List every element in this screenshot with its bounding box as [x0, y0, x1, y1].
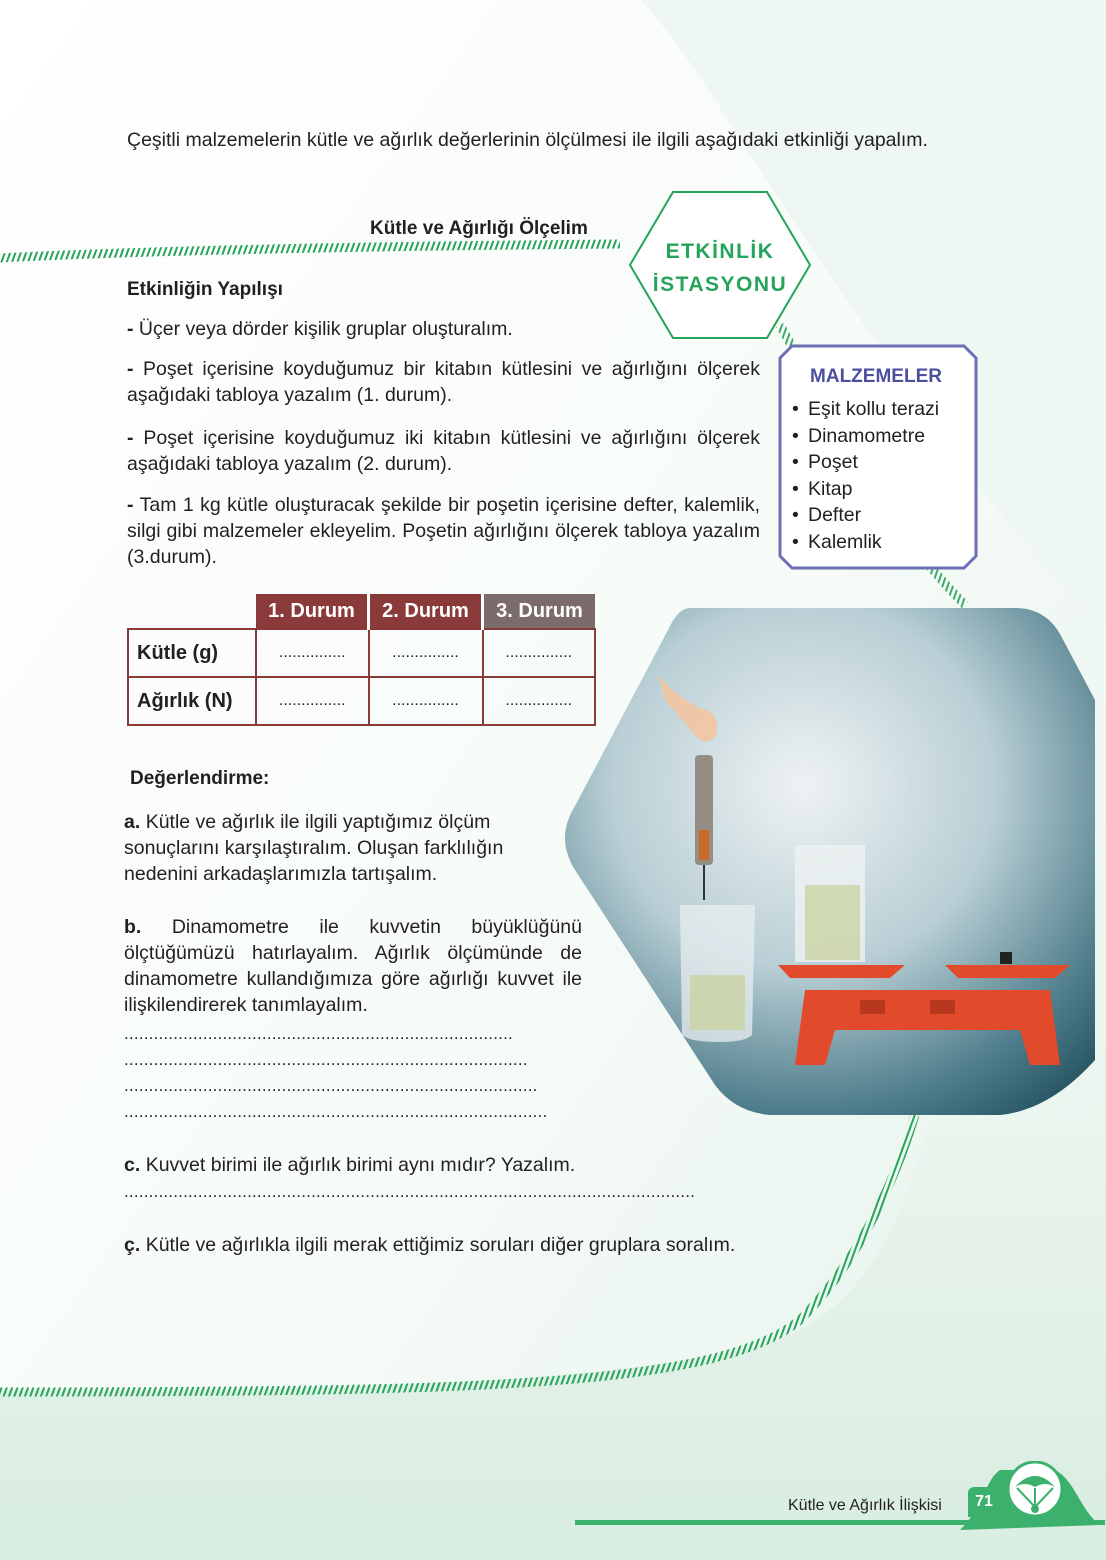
table-header-row: [128, 594, 595, 629]
evaluation-heading: Değerlendirme:: [130, 768, 270, 789]
question-c: [124, 1152, 824, 1178]
table-row-label: Kütle (g): [128, 629, 256, 677]
materials-title: MALZEMELER: [810, 366, 942, 387]
answer-line[interactable]: ...............................................................................: [124, 1024, 513, 1043]
procedure-step: [127, 492, 760, 570]
step-dash: -: [127, 427, 134, 449]
table-cell-blank[interactable]: ...............: [256, 677, 369, 725]
table-row: [128, 629, 595, 677]
step-text: Poşet içerisine koyduğumuz iki kitabın kütlesini ve ağırlığını ölçerek aşağıdaki tabloya yazalım (2. durum).: [127, 427, 761, 475]
materials-item: • Defter: [792, 502, 939, 529]
answer-line[interactable]: ......................................................................................: [124, 1102, 548, 1121]
question-letter: ç.: [124, 1234, 141, 1256]
activity-title: Kütle ve Ağırlığı Ölçelim: [370, 218, 588, 239]
answer-line[interactable]: ..................................................................................: [124, 1050, 528, 1069]
table-row-label: Ağırlık (N): [128, 677, 256, 725]
materials-item: • Kalemlik: [792, 529, 939, 556]
step-dash: -: [127, 318, 134, 340]
table-header-cell: 2. Durum: [369, 594, 483, 629]
question-letter: c.: [124, 1154, 141, 1176]
procedure-heading: Etkinliğin Yapılışı: [127, 279, 283, 300]
procedure-step: [127, 316, 760, 342]
procedure-step: [127, 356, 760, 408]
table-cell-blank[interactable]: ...............: [483, 629, 596, 677]
answer-line[interactable]: ....................................................................................: [124, 1076, 538, 1095]
question-letter: a.: [124, 811, 141, 833]
table-cell-blank[interactable]: ...............: [256, 629, 369, 677]
question-b: [124, 914, 582, 1018]
table-cell-blank[interactable]: ...............: [369, 629, 483, 677]
materials-box: [778, 344, 978, 570]
table-header-cell: 1. Durum: [256, 594, 369, 629]
materials-item: • Eşit kollu terazi: [792, 396, 939, 423]
table-header-cell: 3. Durum: [483, 594, 596, 629]
table-corner: [128, 594, 256, 629]
step-dash: -: [127, 494, 134, 516]
intro-paragraph: Çeşitli malzemelerin kütle ve ağırlık değerlerinin ölçülmesi ile ilgili aşağıdaki etkinliği yapalım.: [127, 129, 928, 151]
parachute-logo-icon: [1003, 1461, 1067, 1521]
measurement-table: [127, 594, 596, 726]
question-a: [124, 809, 544, 887]
materials-list: [792, 396, 939, 555]
table-row: [128, 677, 595, 725]
badge-line-1: ETKİNLİK: [665, 240, 775, 263]
materials-item: • Poşet: [792, 449, 939, 476]
chapter-title: Kütle ve Ağırlık İlişkisi: [788, 1497, 942, 1514]
question-cc: [124, 1232, 824, 1258]
materials-item: • Dinamometre: [792, 423, 939, 450]
question-text: Dinamometre ile kuvvetin büyüklüğünü ölçtüğümüzü hatırlayalım. Ağırlık ölçümünde de dinamometre kullandığımıza göre ağırlığı kuvvet ile ilişkilendirerek tanımlayalım.: [124, 916, 582, 1016]
table-cell-blank[interactable]: ...............: [369, 677, 483, 725]
question-text: Kütle ve ağırlık ile ilgili yaptığımız ölçüm sonuçlarını karşılaştıralım. Oluşan farklılığın nedenini arkadaşlarımızla tartışalım.: [124, 811, 504, 885]
question-text: Kütle ve ağırlıkla ilgili merak ettiğimiz soruları diğer gruplara soralım.: [145, 1234, 736, 1256]
question-text: Kuvvet birimi ile ağırlık birimi aynı mıdır? Yazalım.: [145, 1154, 576, 1176]
procedure-step: [127, 425, 760, 477]
materials-item: • Kitap: [792, 476, 939, 503]
table-cell-blank[interactable]: ...............: [483, 677, 596, 725]
step-dash: -: [127, 358, 134, 380]
page-number: 71: [968, 1487, 1000, 1517]
step-text: Üçer veya dörder kişilik gruplar oluşturalım.: [138, 318, 513, 340]
step-text: Poşet içerisine koyduğumuz bir kitabın kütlesini ve ağırlığını ölçerek aşağıdaki tabloya yazalım (1. durum).: [127, 358, 760, 406]
badge-line-2: İSTASYONU: [652, 273, 788, 296]
question-letter: b.: [124, 916, 142, 938]
answer-line[interactable]: ....................................................................................................................: [124, 1182, 696, 1201]
step-text: Tam 1 kg kütle oluşturacak şekilde bir poşetin içerisine defter, kalemlik, silgi gibi malzemeler ekleyelim. Poşetin ağırlığını ölçerek tabloya yazalım (3.durum).: [127, 494, 760, 568]
